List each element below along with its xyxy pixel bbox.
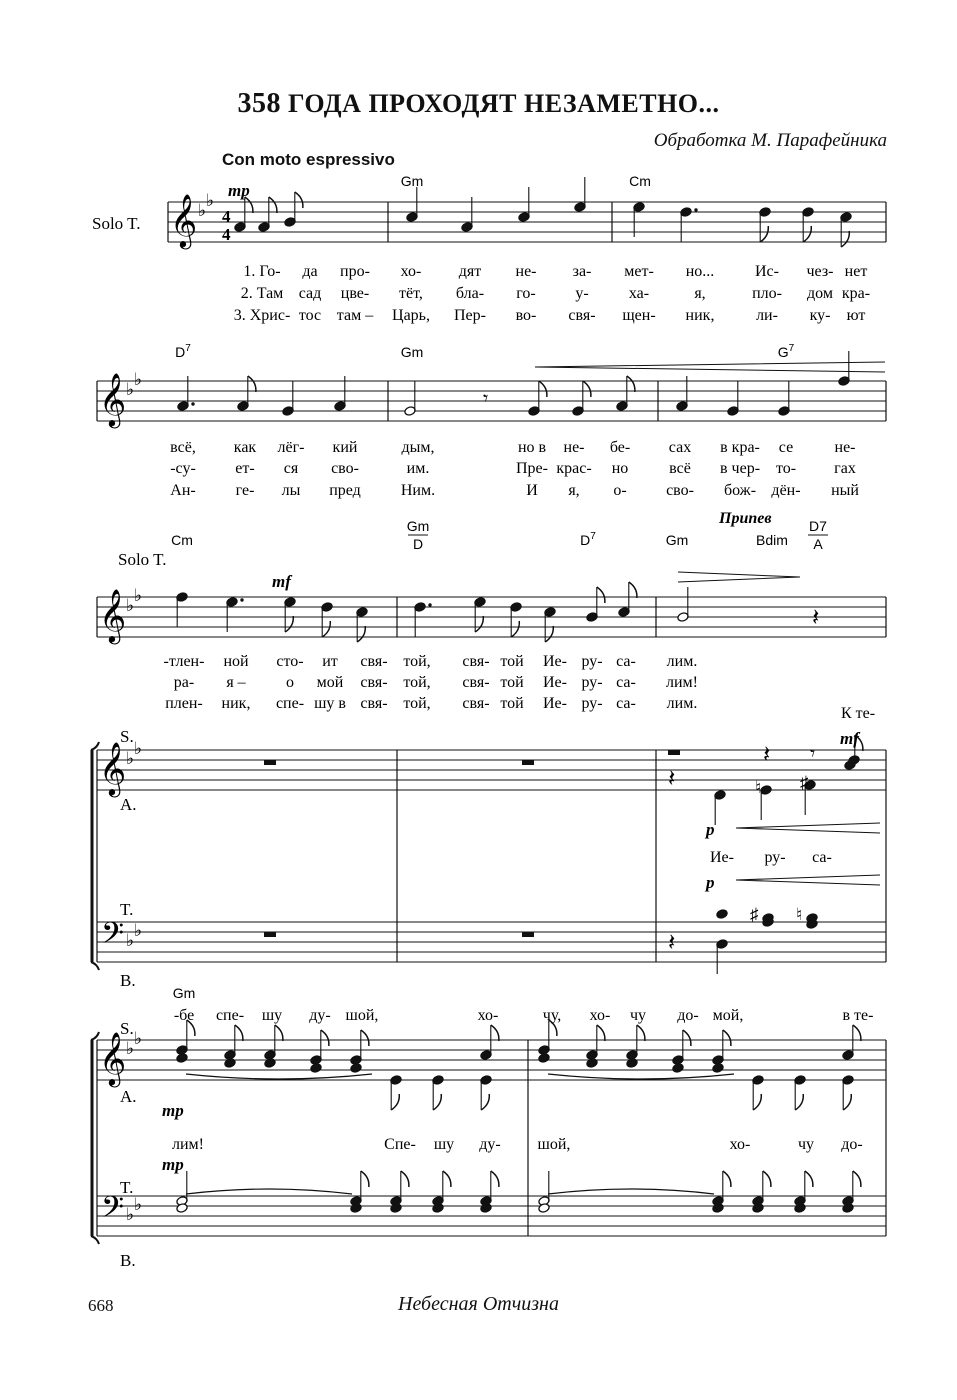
bass-clef: 𝄢 (101, 1191, 125, 1231)
lyric-verse1: всё, (170, 439, 196, 456)
note-flag (285, 616, 293, 632)
lyric-verse3: 3. Хрис- (233, 307, 291, 324)
lyric-verse2: Ие- (543, 674, 567, 691)
note-flag (322, 621, 330, 637)
lyric-verse1: но... (685, 263, 715, 280)
lyric-verse2: свя- (462, 674, 490, 691)
lyric-soprano: мой, (712, 1007, 744, 1024)
lyric-verse3: спе- (275, 695, 305, 712)
section-refrain: Припев (719, 510, 772, 527)
lyric-verse3: свя- (462, 695, 490, 712)
lyric-verse2: сад (298, 285, 322, 302)
lyric-verse2: ся (283, 460, 299, 477)
chord-symbol: Gm (406, 518, 430, 534)
quarter-rest: 𝄽 (668, 930, 676, 956)
lyric-alto: Спе- (384, 1136, 416, 1153)
lyric-verse3: ют (846, 307, 866, 324)
voice-label-tenor: T. (120, 900, 134, 919)
lyric-verse3: дён- (771, 482, 801, 499)
lyric-verse2: ет- (235, 460, 255, 477)
whole-rest (522, 932, 534, 937)
note-flag (235, 1025, 243, 1041)
book-title: Небесная Отчизна (398, 1293, 559, 1315)
note-dot (191, 402, 194, 405)
chord-symbol: Cm (629, 173, 651, 189)
lyric-verse1: кий (332, 439, 358, 456)
chord-symbol: D7 (809, 518, 827, 534)
note-flag (853, 1025, 861, 1041)
note-flag (443, 1171, 451, 1187)
lyric-verse1: той (500, 653, 524, 670)
key-flat: ♭ (126, 1039, 135, 1058)
dynamic-mf: mf (840, 729, 859, 748)
lyric-verse3: сво- (666, 482, 694, 499)
lyric-verse1: не- (834, 439, 856, 456)
lyric-verse2: то- (775, 460, 797, 477)
bracket-hook (91, 742, 99, 750)
quarter-rest: 𝄽 (763, 742, 771, 768)
lyric-alto: лим! (172, 1136, 204, 1153)
staff-tb-5 (97, 1196, 886, 1236)
key-flat: ♭ (134, 921, 143, 940)
lyric-verse2: дом (807, 285, 833, 302)
lyric-verse3: плен- (165, 695, 203, 712)
note-flag (391, 1094, 399, 1110)
staff-tb-4 (97, 922, 886, 962)
lyric-alto: Ие- (710, 849, 734, 866)
lyric-soprano: -бе (173, 1007, 195, 1024)
lyric-verse3: той, (403, 695, 431, 712)
note-flag (361, 1171, 369, 1187)
key-flat: ♭ (134, 586, 143, 605)
key-flat: ♭ (134, 1195, 143, 1214)
lyric-verse1: но в (517, 439, 547, 456)
lyric-verse1: ру- (581, 653, 603, 670)
lyric-verse2: ра- (173, 674, 195, 691)
bracket-hook (91, 1032, 99, 1040)
notehead (626, 1058, 638, 1069)
chord-symbol: Gm (400, 173, 424, 189)
lyric-verse3: ник, (221, 695, 251, 712)
note-flag (583, 381, 591, 397)
natural-sign: ♮ (796, 905, 803, 924)
sharp-sign: ♯ (750, 905, 759, 924)
voice-label-soprano: S. (120, 1019, 134, 1038)
chord-bass: A (813, 536, 823, 552)
note-flag (361, 1030, 369, 1046)
lyric-verse2: кра- (841, 285, 871, 302)
lyric-verse3: И (526, 482, 538, 499)
treble-clef: 𝄞 (170, 195, 198, 246)
lyric-verse3: шу в (314, 695, 346, 712)
note-flag (841, 231, 849, 247)
lyric-verse3: лим. (666, 695, 698, 712)
staff-solo-2 (97, 381, 886, 421)
lyric-soprano: в те- (842, 1007, 874, 1024)
lyric-verse2: в чер- (719, 460, 761, 477)
lyric-verse3: ге- (235, 482, 255, 499)
dynamic-mp: mp (162, 1155, 184, 1174)
voice-label-bass: B. (120, 971, 136, 990)
lyric-verse3: пред (329, 482, 361, 499)
lyric-verse3: са- (616, 695, 636, 712)
note-flag (511, 621, 519, 637)
voice-label-tenor: T. (120, 1178, 134, 1197)
whole-rest (264, 932, 276, 937)
bracket-hook (91, 1236, 99, 1244)
lyric-soprano: чу, (542, 1007, 562, 1024)
slur (186, 1074, 372, 1079)
lyric-verse3: Ан- (170, 482, 196, 499)
key-flat: ♭ (126, 749, 135, 768)
lyric-alto: хо- (729, 1136, 751, 1153)
notehead (264, 1058, 276, 1069)
eighth-rest: 𝄾 (810, 743, 816, 765)
lyric-soprano: до- (677, 1007, 699, 1024)
lyric-verse1: дым, (401, 439, 435, 456)
lyric-verse3: той (500, 695, 524, 712)
lyric-verse1: не- (515, 263, 537, 280)
notehead (716, 909, 728, 920)
lyric-verse2: у- (575, 285, 589, 302)
note-dot (694, 208, 697, 211)
lyric-verse3: ник, (685, 307, 715, 324)
note-flag (637, 1025, 645, 1041)
bass-clef: 𝄢 (101, 917, 125, 957)
note-flag (795, 1094, 803, 1110)
lyric-verse1: сто- (276, 653, 304, 670)
note-flag (539, 381, 547, 397)
lyric-verse2: свя- (360, 674, 388, 691)
diminuendo-hairpin (678, 572, 800, 582)
lyric-verse3: тос (298, 307, 322, 324)
dynamic-mf: mf (272, 572, 291, 591)
lyric-verse1: ной (223, 653, 249, 670)
chord-symbol: Bdim (756, 532, 788, 548)
lyric-verse2: 2. Там (240, 285, 284, 302)
tempo-marking: Con moto espressivo (222, 150, 395, 169)
lyric-soprano: шу (261, 1007, 283, 1024)
notehead (350, 1063, 362, 1074)
note-flag (597, 1025, 605, 1041)
lyric-verse2: цве- (340, 285, 370, 302)
lyric-verse3: Пер- (454, 307, 486, 324)
note-flag (321, 1030, 329, 1046)
note-dot (240, 598, 243, 601)
lyric-verse2: той (500, 674, 524, 691)
note-flag (763, 1171, 771, 1187)
lyric-verse3: Ие- (543, 695, 567, 712)
page-number: 668 (88, 1296, 114, 1315)
lyric-verse1: за- (572, 263, 592, 280)
note-flag (248, 376, 256, 392)
lyric-verse3: Ним. (400, 482, 436, 499)
notehead (176, 1053, 188, 1064)
lyric-verse1: той, (403, 653, 431, 670)
notehead (224, 1058, 236, 1069)
lyric-verse1: свя- (462, 653, 490, 670)
key-flat: ♭ (126, 1205, 135, 1224)
lyric-verse1: ит (322, 653, 338, 670)
chord-symbol: Gm (665, 532, 689, 548)
lyric-verse1: -тлен- (163, 653, 205, 670)
time-sig-bottom: 4 (222, 225, 231, 244)
lyric-verse3: ный (831, 482, 859, 499)
voice-label-solo: Solo T. (118, 550, 167, 569)
lyric-alto: чу (797, 1136, 815, 1153)
lyric-alto: шой, (537, 1136, 571, 1153)
lyric-verse1: нет (844, 263, 868, 280)
lyric-verse3: там – (336, 307, 374, 324)
note-flag (803, 226, 811, 242)
lyric-verse1: свя- (360, 653, 388, 670)
lyric-alto: са- (812, 849, 832, 866)
key-flat: ♭ (206, 191, 215, 210)
lyric-verse1: са- (616, 653, 636, 670)
lyric-verse1: как (233, 439, 257, 456)
natural-sign: ♮ (755, 778, 762, 797)
dynamic-p: p (706, 873, 715, 892)
quarter-rest: 𝄽 (668, 766, 676, 792)
note-dot (428, 603, 431, 606)
lyric-verse3: я, (568, 482, 580, 499)
voice-label-alto: A. (120, 795, 137, 814)
notehead (538, 1053, 550, 1064)
staff-sa-5 (97, 1040, 886, 1080)
lyric-verse1: бе- (609, 439, 631, 456)
treble-clef: 𝄞 (99, 374, 127, 425)
lyric-verse2: лим! (666, 674, 698, 691)
chord-bass: D (412, 536, 424, 552)
key-flat: ♭ (134, 370, 143, 389)
lyric-verse3: Царь, (392, 307, 430, 324)
lyric-verse1: да (302, 263, 318, 280)
lyric-verse1: лим. (666, 653, 698, 670)
lyric-alto: до- (841, 1136, 863, 1153)
lyric-verse1: Ис- (755, 263, 779, 280)
chord-symbol: $D^7$ (175, 343, 191, 360)
chord-symbol: Gm (400, 344, 424, 360)
song-number: 358 (237, 88, 281, 119)
chord-symbol: $D^7$ (580, 531, 596, 548)
note-flag (629, 582, 637, 598)
lyric-soprano: спе- (215, 1007, 245, 1024)
lyric-verse1: Ие- (543, 653, 567, 670)
note-flag (597, 587, 605, 603)
lyric-verse3: ли- (756, 307, 778, 324)
lyric-verse1: лёг- (277, 439, 305, 456)
arranger-credit: Обработка М. Парафейника (653, 130, 887, 151)
lyric-verse2: пло- (752, 285, 782, 302)
chord-symbol: Cm (171, 532, 193, 548)
lyric-verse2: я, (694, 285, 706, 302)
lyric-verse2: тёт, (399, 285, 423, 302)
lyric-verse2: бла- (455, 285, 485, 302)
lyric-verse3: лы (281, 482, 301, 499)
voice-label-bass: B. (120, 1251, 136, 1270)
note-flag (683, 1030, 691, 1046)
staff-solo-1 (168, 202, 886, 242)
lyric-alto: шу (433, 1136, 455, 1153)
note-flag (475, 616, 483, 632)
lyric-verse2: сво- (331, 460, 359, 477)
crescendo-hairpin (736, 823, 880, 833)
voice-label-soprano: S. (120, 727, 134, 746)
whole-rest (264, 760, 276, 765)
note-flag (481, 1094, 489, 1110)
lyric-verse2: им. (406, 460, 430, 477)
key-flat: ♭ (134, 1029, 143, 1048)
lyric-verse3: во- (515, 307, 537, 324)
quarter-rest: 𝄽 (812, 605, 820, 631)
note-flag (275, 1025, 283, 1041)
whole-rest (522, 760, 534, 765)
notehead (586, 1058, 598, 1069)
key-flat: ♭ (134, 739, 143, 758)
note-flag (401, 1171, 409, 1187)
crescendo-hairpin (736, 875, 880, 885)
lyric-verse3: свя- (360, 695, 388, 712)
dynamic-mp: mp (162, 1101, 184, 1120)
note-flag (295, 192, 303, 208)
slur (548, 1074, 734, 1079)
lyric-soprano: шой, (345, 1007, 379, 1024)
lyric-alto: ру- (764, 849, 786, 866)
lyric-verse1: чез- (806, 263, 834, 280)
lyric-verse2: крас- (556, 460, 592, 477)
lyric-verse1: про- (340, 263, 370, 280)
sharp-sign: ♯ (800, 773, 809, 792)
chord-symbol: Gm (172, 985, 196, 1001)
lyric-soprano: К те- (840, 705, 876, 722)
lyric-verse3: ру- (581, 695, 603, 712)
note-flag (357, 626, 365, 642)
eighth-rest: 𝄾 (483, 388, 489, 410)
note-flag (723, 1171, 731, 1187)
lyric-verse3: о- (613, 482, 627, 499)
lyric-verse1: мет- (624, 263, 654, 280)
lyric-verse2: ру- (581, 674, 603, 691)
lyric-verse2: са- (616, 674, 636, 691)
lyric-alto: ду- (479, 1136, 501, 1153)
lyric-verse1: сах (668, 439, 692, 456)
lyric-verse2: го- (516, 285, 536, 302)
note-flag (843, 1094, 851, 1110)
slur (186, 1189, 352, 1194)
lyric-verse1: не- (563, 439, 585, 456)
lyric-verse2: ха- (628, 285, 650, 302)
voice-label-alto: A. (120, 1087, 137, 1106)
time-sig-top: 4 (222, 207, 231, 226)
lyric-verse1: дят (458, 263, 482, 280)
lyric-verse2: той, (403, 674, 431, 691)
notehead (712, 1063, 724, 1074)
note-flag (723, 1030, 731, 1046)
staff-solo-3 (97, 597, 886, 637)
lyric-verse2: гах (834, 460, 856, 477)
slur (548, 1189, 714, 1194)
treble-clef: 𝄞 (99, 590, 127, 641)
lyric-verse2: я – (226, 674, 246, 691)
song-title-text: ГОДА ПРОХОДЯТ НЕЗАМЕТНО... (287, 89, 720, 118)
note-flag (433, 1094, 441, 1110)
lyric-soprano: хо- (477, 1007, 499, 1024)
note-flag (853, 1171, 861, 1187)
key-flat: ♭ (126, 380, 135, 399)
half-rest (668, 750, 680, 755)
lyric-soprano: чу (629, 1007, 647, 1024)
lyric-verse3: свя- (568, 307, 596, 324)
dynamic-p: p (706, 820, 715, 839)
note-flag (627, 376, 635, 392)
bracket-hook (91, 962, 99, 970)
lyric-verse1: хо- (400, 263, 422, 280)
note-flag (753, 1094, 761, 1110)
lyric-soprano: ду- (309, 1007, 331, 1024)
treble-clef: 𝄞 (99, 743, 127, 794)
lyric-verse3: ку- (809, 307, 831, 324)
lyric-verse1: в кра- (720, 439, 760, 456)
key-flat: ♭ (126, 931, 135, 950)
lyric-verse2: Пре- (516, 460, 548, 477)
treble-clef: 𝄞 (99, 1033, 127, 1084)
lyric-soprano: хо- (589, 1007, 611, 1024)
note-flag (760, 226, 768, 242)
note-flag (269, 197, 277, 213)
lyric-verse2: -су- (170, 460, 196, 477)
lyric-verse2: мой (316, 674, 344, 691)
crescendo-hairpin (535, 362, 885, 372)
voice-label-solo: Solo T. (92, 214, 141, 233)
note-flag (545, 626, 553, 642)
lyric-verse3: бож- (723, 482, 757, 499)
note-flag (491, 1171, 499, 1187)
lyric-verse2: но (611, 460, 629, 477)
notehead (310, 1063, 322, 1074)
notehead (672, 1063, 684, 1074)
lyric-verse1: се (778, 439, 794, 456)
note-flag (805, 1171, 813, 1187)
note-flag (491, 1025, 499, 1041)
lyric-verse2: о (286, 674, 294, 691)
key-flat: ♭ (126, 596, 135, 615)
chord-symbol: $G^7$ (777, 343, 795, 360)
lyric-verse3: щен- (622, 307, 656, 324)
lyric-verse1: 1. Го- (243, 263, 281, 280)
key-flat: ♭ (198, 201, 207, 220)
dynamic-mp: mp (228, 181, 250, 200)
lyric-verse2: всё (669, 460, 691, 477)
